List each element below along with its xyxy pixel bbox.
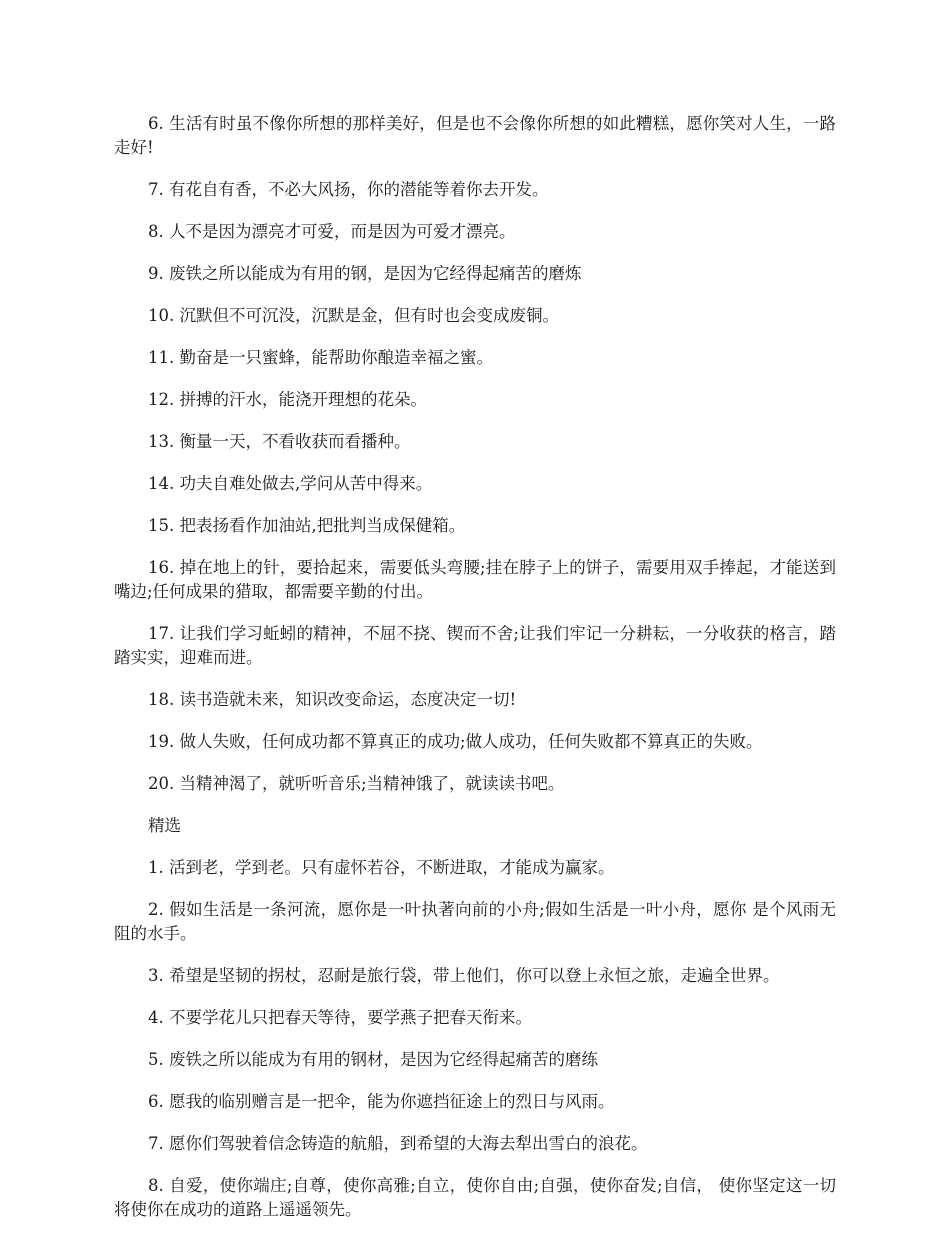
list-item: 15. 把表扬看作加油站,把批判当成保健箱。: [148, 516, 466, 535]
list-item: 10. 沉默但不可沉没，沉默是金，但有时也会变成废铜。: [148, 306, 559, 325]
list-item: 5. 废铁之所以能成为有用的钢材，是因为它经得起痛苦的磨练: [148, 1050, 598, 1069]
list-item: 13. 衡量一天，不看收获而看播种。: [148, 432, 411, 451]
list-item: 14. 功夫自难处做去,学问从苦中得来。: [148, 474, 433, 493]
list-item: 1. 活到老，学到老。只有虚怀若谷，不断进取，才能成为赢家。: [148, 858, 615, 877]
list-item: 4. 不要学花儿只把春天等待，要学燕子把春天衔来。: [148, 1008, 532, 1027]
list-item: 7. 有花自有香，不必大风扬，你的潜能等着你去开发。: [148, 180, 549, 199]
list-item: 16. 掉在地上的针，要拾起来，需要低头弯腰;挂在脖子上的饼子，需要用双手捧起，才能送到嘴边;任何成果的猎取，都需要辛勤的付出。: [114, 558, 836, 601]
list-item: 9. 废铁之所以能成为有用的钢，是因为它经得起痛苦的磨炼: [148, 264, 582, 283]
list-item: 3. 希望是坚韧的拐杖，忍耐是旅行袋，带上他们，你可以登上永恒之旅，走遍全世界。: [148, 966, 780, 985]
list-item: 12. 拼搏的汗水，能浇开理想的花朵。: [148, 390, 427, 409]
document-page: [114, 112, 836, 1240]
list-item: 11. 勤奋是一只蜜蜂，能帮助你酿造幸福之蜜。: [148, 348, 493, 367]
list-item: 6. 生活有时虽不像你所想的那样美好，但是也不会像你所想的如此糟糕，愿你笑对人生，一路走好!: [114, 114, 836, 157]
list-item: 17. 让我们学习蚯蚓的精神，不屈不挠、锲而不舍;让我们牢记一分耕耘，一分收获的格言，踏踏实实，迎难而进。: [114, 624, 836, 667]
list-item: 19. 做人失败，任何成功都不算真正的成功;做人成功，任何失败都不算真正的失败。: [148, 732, 763, 751]
list-item: 6. 愿我的临别赠言是一把伞，能为你遮挡征途上的烈日与风雨。: [148, 1092, 615, 1111]
list-item: 8. 自爱，使你端庄;自尊，使你高雅;自立，使你自由;自强，使你奋发;自信， 使你坚定这一切将使你在成功的道路上遥遥领先。: [114, 1176, 836, 1219]
list-item: 18. 读书造就未来，知识改变命运，态度决定一切!: [148, 690, 517, 709]
list-item: 7. 愿你们驾驶着信念铸造的航船，到希望的大海去犁出雪白的浪花。: [148, 1134, 648, 1153]
list-item: 8. 人不是因为漂亮才可爱，而是因为可爱才漂亮。: [148, 222, 516, 241]
list-item: 20. 当精神渴了，就听听音乐;当精神饿了，就读读书吧。: [148, 774, 565, 793]
list-item: 2. 假如生活是一条河流，愿你是一叶执著向前的小舟;假如生活是一叶小舟，愿你 是个风雨无阻的水手。: [114, 900, 836, 943]
section-heading: 精选: [148, 816, 181, 835]
